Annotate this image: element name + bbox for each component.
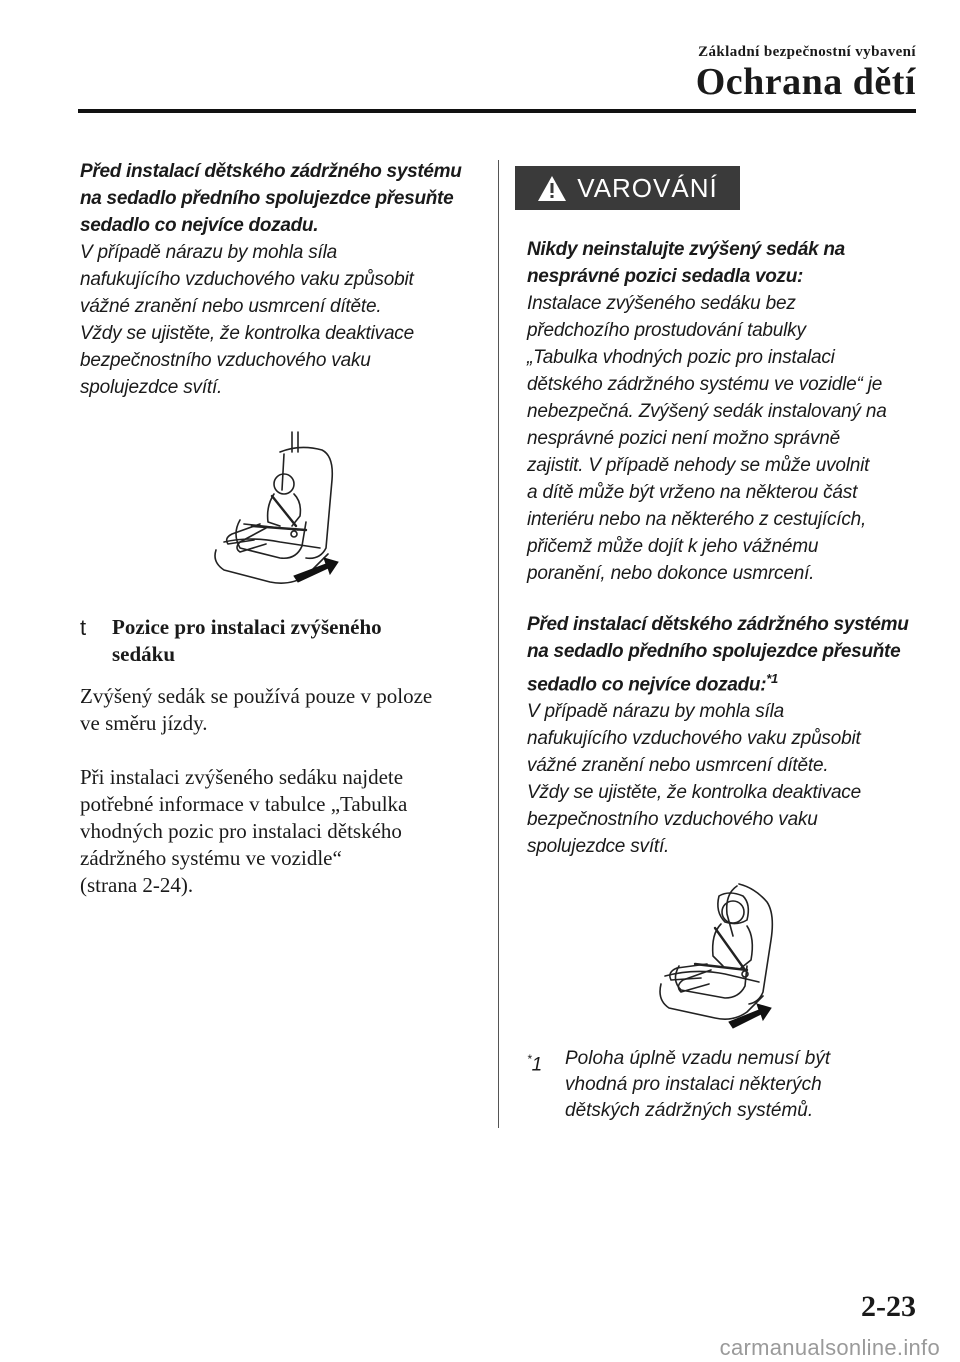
paragraph-line: potřebné informace v tabulce „Tabulka [80, 792, 408, 816]
warning-bold-line: na sedadlo předního spolujezdce přesuňte [80, 188, 454, 209]
footnote-line: Poloha úplně vzadu nemusí být [565, 1048, 831, 1069]
paragraph-line: zádržného systému ve vozidle“ [80, 846, 342, 870]
header-section-title: Základní bezpečnostní vybavení [698, 44, 916, 60]
paragraph-line: (strana 2-24). [80, 873, 194, 897]
paragraph-table-reference [80, 764, 480, 899]
section-bullet: t [80, 615, 87, 640]
warning-body-line: a dítě může být vrženo na některou část [527, 482, 858, 503]
warning-label: VAROVÁNÍ [577, 172, 718, 203]
footnote-reference: *1 [766, 671, 778, 686]
booster-child-illustration [655, 880, 780, 1030]
right-warning-block-1 [527, 236, 927, 587]
warning-bold-line [527, 665, 927, 698]
warning-body-line: „Tabulka vhodných pozic pro instalaci [527, 347, 835, 368]
footnote-number: 1 [531, 1054, 543, 1076]
warning-bold-line: Před instalací dětského zádržného systému [527, 614, 909, 635]
warning-body-line: poranění, nebo dokonce usmrcení. [527, 563, 815, 584]
watermark: carmanualsonline.info [719, 1335, 940, 1360]
page-number: 2-23 [861, 1290, 916, 1323]
warning-body-line: spolujezdce svítí. [80, 377, 223, 398]
section-heading [80, 614, 480, 668]
warning-triangle-icon [537, 175, 567, 202]
booster-seat-illustration [210, 430, 350, 590]
footnote-line: dětských zádržných systémů. [565, 1100, 814, 1121]
left-warning-block [80, 158, 480, 401]
warning-body-line: zajistit. V případě nehody se může uvolnit [527, 455, 870, 476]
warning-body-line: vážné zranění nebo usmrcení dítěte. [527, 755, 829, 777]
footnote-line: vhodná pro instalaci některých [565, 1074, 822, 1095]
paragraph-line: Zvýšený sedák se používá pouze v poloze [80, 684, 433, 708]
warning-body-line: nafukujícího vzduchového vaku způsobit [527, 728, 861, 750]
right-warning-block-2 [527, 611, 927, 860]
warning-body-line: Instalace zvýšeného sedáku bez [527, 293, 796, 314]
page-title: Ochrana dětí [695, 61, 916, 103]
warning-body-line: dětského zádržného systému ve vozidle“ je [527, 374, 883, 395]
warning-body-line: přičemž může dojít k jeho vážnému [527, 536, 819, 557]
warning-body-line: V případě nárazu by mohla síla [80, 242, 337, 263]
warning-body-line: spolujezdce svítí. [527, 836, 670, 858]
warning-bold-line: Před instalací dětského zádržného systému [80, 161, 462, 182]
warning-body-line: nesprávné pozici není možno správně [527, 428, 841, 449]
warning-body-line: bezpečnostního vzduchového vaku [80, 350, 371, 371]
paragraph-forward-facing [80, 683, 480, 737]
footnote [527, 1046, 927, 1124]
warning-bold-line: Nikdy neinstalujte zvýšený sedák na [527, 239, 845, 260]
section-heading-line: sedáku [112, 642, 176, 666]
warning-bold-line: nesprávné pozici sedadla vozu: [527, 266, 804, 287]
footnote-mark [527, 1046, 542, 1078]
warning-body-line: Vždy se ujistěte, že kontrolka deaktivace [80, 323, 414, 344]
warning-bold-text: sedadlo co nejvíce dozadu: [527, 674, 767, 696]
warning-body-line: Vždy se ujistěte, že kontrolka deaktivace [527, 782, 861, 804]
footnote-asterisk: * [527, 1052, 532, 1066]
warning-bold-line: na sedadlo předního spolujezdce přesuňte [527, 641, 901, 662]
warning-body-line: předchozího prostudování tabulky [527, 320, 806, 341]
paragraph-line: vhodných pozic pro instalaci dětského [80, 819, 402, 843]
warning-bold-line: sedadlo co nejvíce dozadu. [80, 215, 319, 236]
warning-label-box [515, 166, 740, 210]
warning-body-line: vážné zranění nebo usmrcení dítěte. [80, 296, 382, 317]
column-divider [498, 160, 499, 1128]
warning-body-line: bezpečnostního vzduchového vaku [527, 809, 818, 831]
paragraph-line: ve směru jízdy. [80, 711, 208, 735]
warning-body-line: nebezpečná. Zvýšený sedák instalovaný na [527, 401, 887, 422]
warning-body-line: V případě nárazu by mohla síla [527, 701, 784, 723]
warning-body-line: nafukujícího vzduchového vaku způsobit [80, 269, 414, 290]
paragraph-line: Při instalaci zvýšeného sedáku najdete [80, 765, 404, 789]
header-rule [78, 109, 916, 113]
warning-body-line: interiéru nebo na některého z cestujících, [527, 509, 867, 530]
section-heading-line: Pozice pro instalaci zvýšeného [112, 615, 382, 639]
